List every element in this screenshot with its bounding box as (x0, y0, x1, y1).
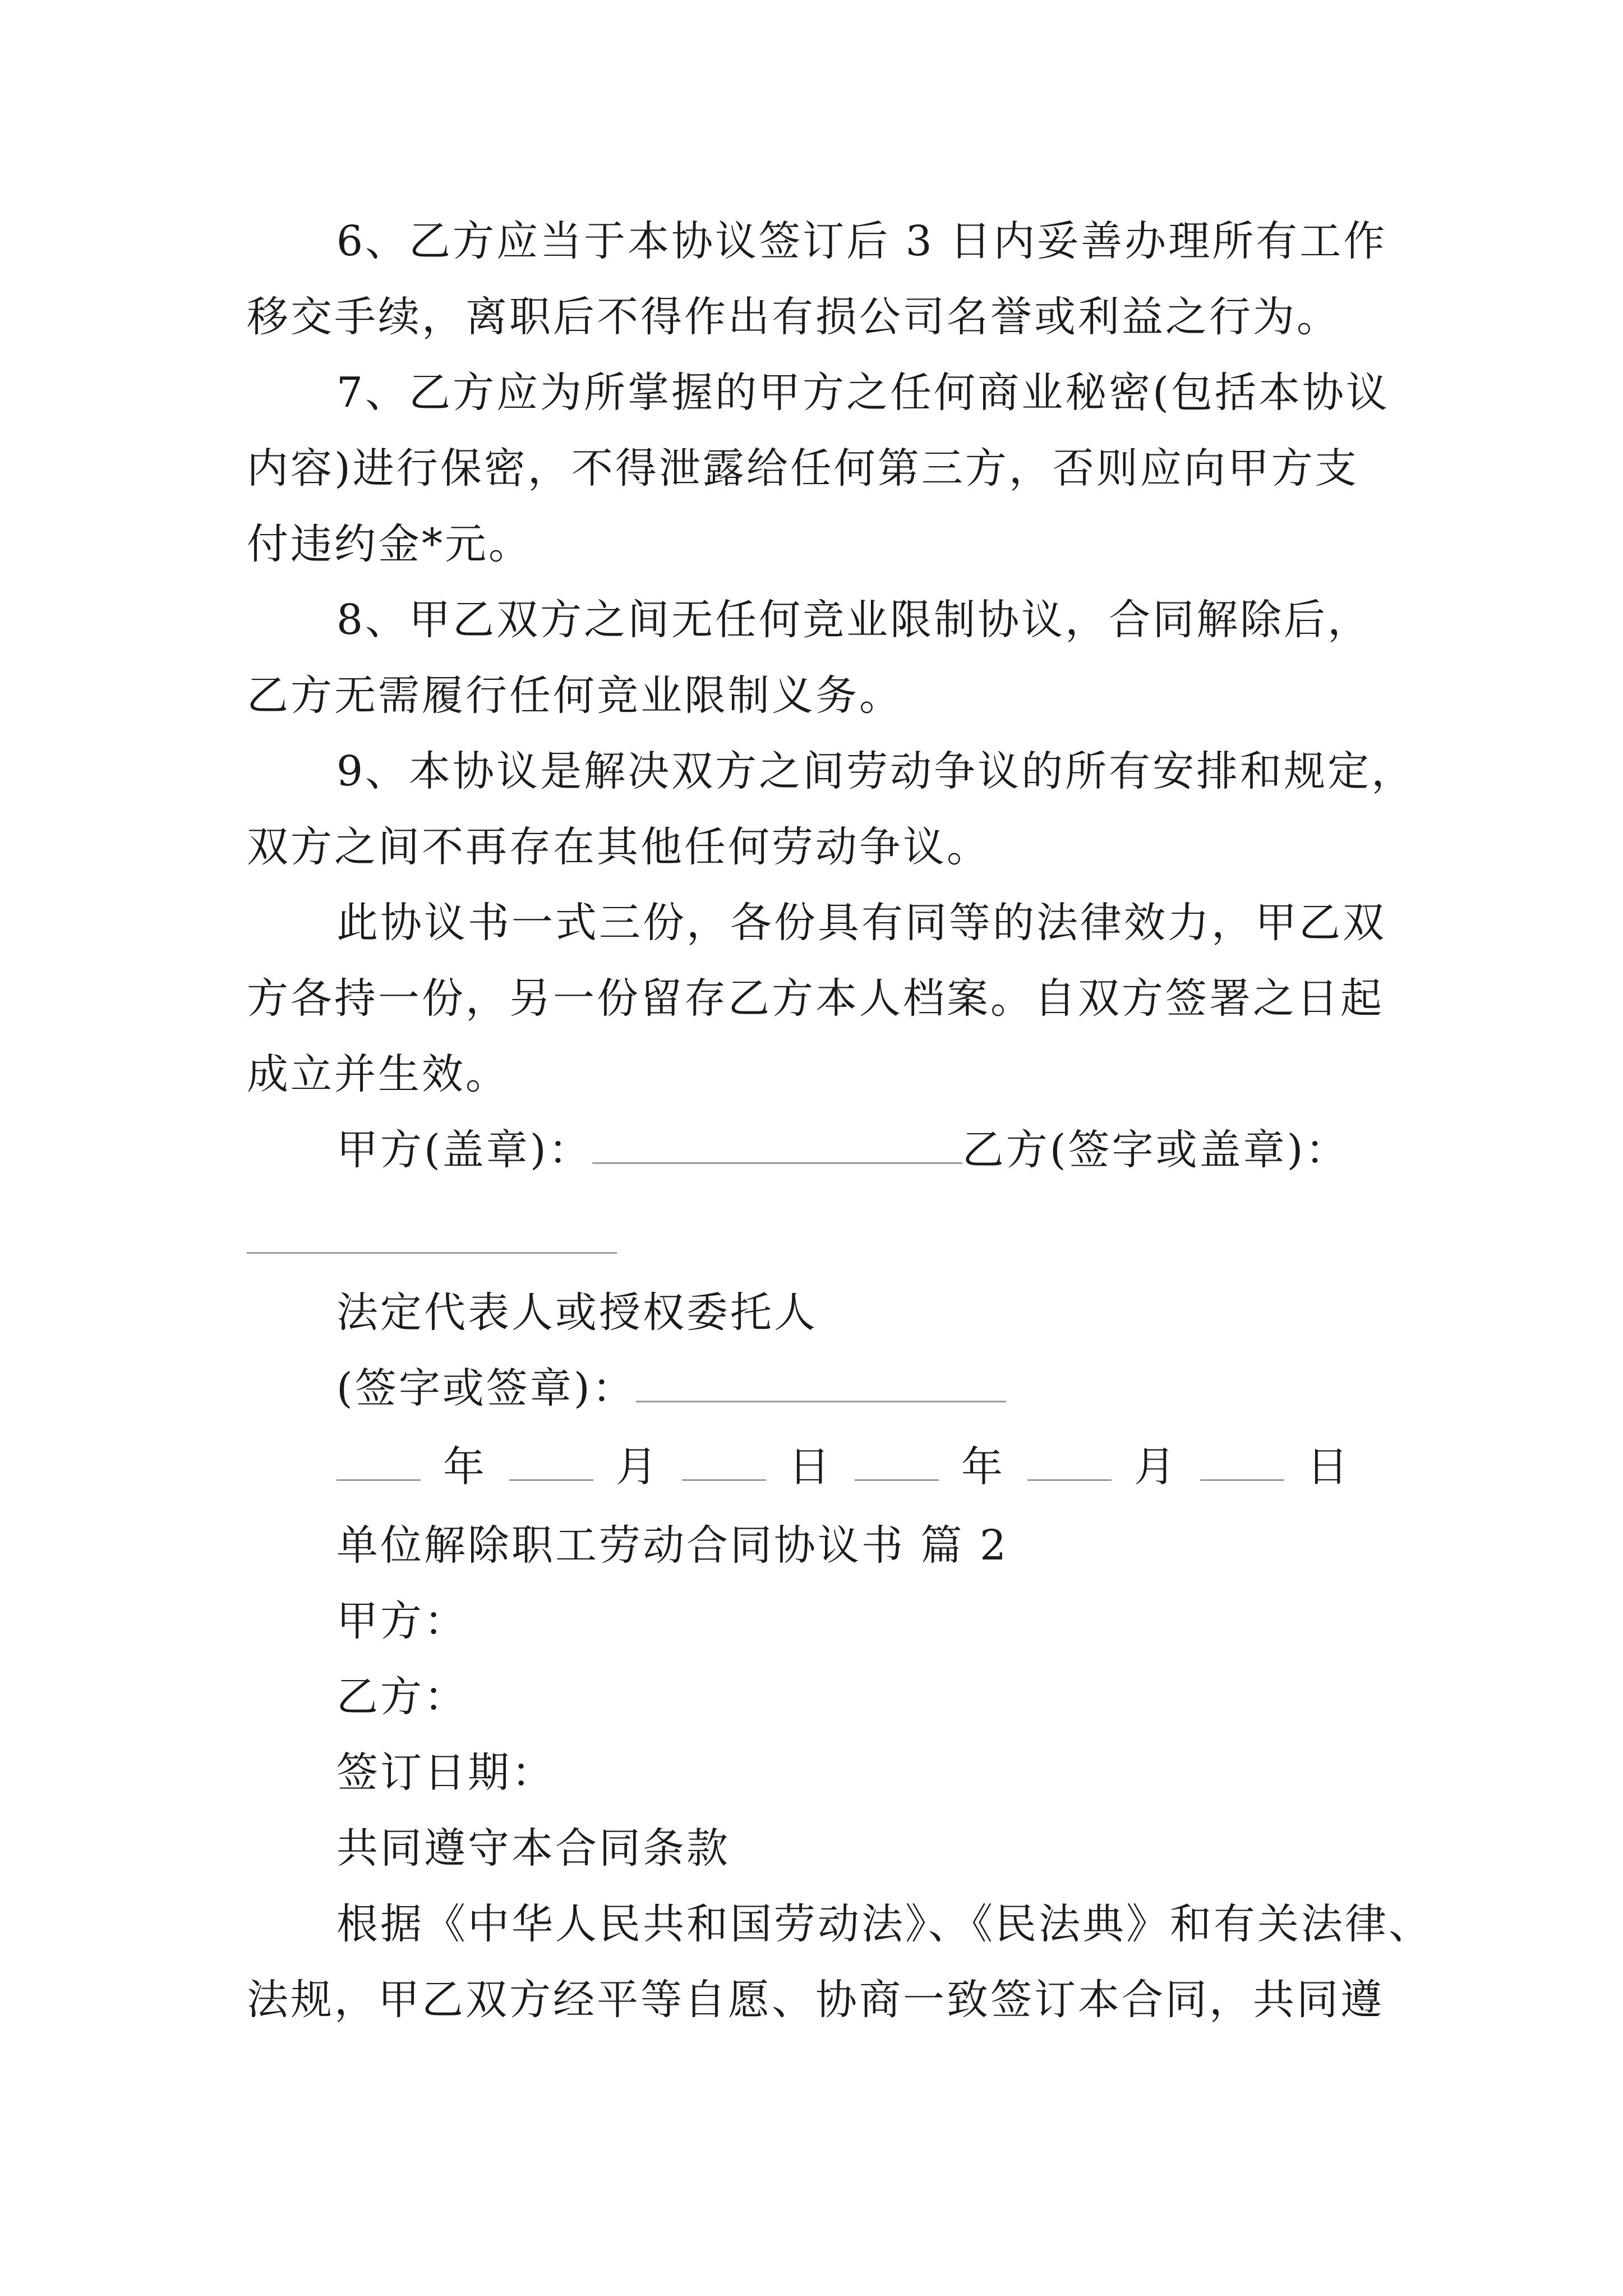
party-b-month-blank[interactable] (1027, 1440, 1112, 1481)
date-row (336, 1439, 1475, 1495)
day-label: 日 (789, 1443, 832, 1491)
clause-8-line-2: 乙方无需履行任何竞业限制义务。 (247, 671, 903, 720)
party-a-seal-label: 甲方(盖章)： (336, 1126, 592, 1174)
representative-sign-blank[interactable] (636, 1361, 1006, 1402)
clause-8-line-1: 8、甲乙双方之间无任何竞业限制协议，合同解除后， (336, 596, 1372, 644)
section-2-subtitle: 共同遵守本合同条款 (336, 1824, 730, 1872)
copies-line-2: 方各持一份，另一份留存乙方本人档案。自双方签署之日起 (247, 974, 1384, 1023)
section-2-intro-line-2: 法规，甲乙双方经平等自愿、协商一致签订本合同，共同遵 (247, 1976, 1384, 2024)
clause-7-line-3: 付违约金*元。 (247, 520, 532, 568)
party-a-month-blank[interactable] (509, 1440, 593, 1481)
section-2-intro-line-1: 根据《中华人民共和国劳动法》、《民法典》和有关法律、 (336, 1900, 1432, 1948)
clause-9-line-1: 9、本协议是解决双方之间劳动争议的所有安排和规定， (336, 747, 1415, 795)
clause-7-line-1: 7、乙方应为所掌握的甲方之任何商业秘密(包括本协议 (336, 369, 1390, 417)
month-label: 月 (1134, 1443, 1178, 1491)
party-a-seal-blank[interactable] (592, 1123, 962, 1164)
representative-sign-label: (签字或签章)： (336, 1364, 636, 1412)
section-2-sign-date: 签订日期： (336, 1749, 555, 1797)
clause-9-line-2: 双方之间不再存在其他任何劳动争议。 (247, 823, 990, 871)
party-a-day-blank[interactable] (682, 1440, 766, 1481)
party-b-sign-label: 乙方(签字或盖章)： (962, 1126, 1349, 1174)
party-b-sign-blank[interactable] (247, 1252, 617, 1254)
clause-6-line-2: 移交手续，离职后不得作出有损公司名誉或利益之行为。 (247, 293, 1340, 341)
clause-6-line-1: 6、乙方应当于本协议签订后 3 日内妥善办理所有工作 (336, 217, 1387, 265)
year-label: 年 (961, 1443, 1005, 1491)
party-b-year-blank[interactable] (855, 1440, 939, 1481)
representative-sign-row (336, 1360, 1475, 1416)
party-b-day-blank[interactable] (1200, 1440, 1284, 1481)
copies-line-1: 此协议书一式三份，各份具有同等的法律效力，甲乙双 (336, 899, 1386, 947)
section-2-party-a: 甲方： (336, 1597, 468, 1645)
clause-7-line-2: 内容)进行保密，不得泄露给任何第三方，否则应向甲方支 (247, 444, 1359, 493)
copies-line-3: 成立并生效。 (247, 1050, 509, 1098)
section-2-party-b: 乙方： (336, 1673, 468, 1721)
party-a-year-blank[interactable] (336, 1440, 421, 1481)
section-2-title: 单位解除职工劳动合同协议书 篇 2 (336, 1521, 1009, 1570)
signature-row (336, 1122, 1475, 1178)
year-label: 年 (443, 1443, 487, 1491)
day-label: 日 (1307, 1443, 1350, 1491)
month-label: 月 (616, 1443, 660, 1491)
representative-label: 法定代表人或授权委托人 (336, 1289, 818, 1337)
